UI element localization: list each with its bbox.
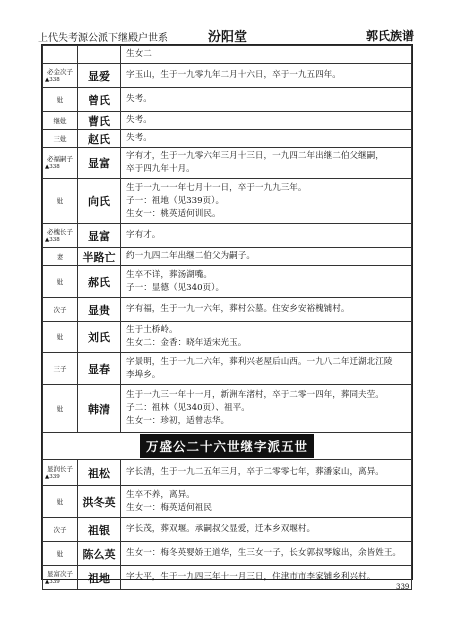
record-line: 字长茂，葬双堰。承嗣叔父显爱，迁本乡双堰村。 (126, 524, 316, 534)
person-name: 显富 (78, 148, 121, 179)
person-name: 祖银 (78, 518, 121, 542)
record-line: 生女一：梅冬英婴娇王道华，生三女一子，长女郭叔琴嫁出，余皆姓王。 (126, 548, 402, 558)
relation-label: 三妣 (53, 134, 67, 143)
person-record (121, 148, 412, 179)
person-name: 郝氏 (78, 266, 121, 298)
relation-label: 妻 (56, 252, 64, 261)
person-row (43, 460, 412, 486)
person-name: 祖地 (78, 566, 121, 590)
record-line: 生女二：金香：晓年适宋光玉。 (126, 338, 247, 348)
relation-label: 显润长子 (47, 464, 73, 473)
person-row (43, 518, 412, 542)
relation-label: 妣 (56, 95, 64, 104)
relation-label: 妣 (56, 549, 64, 558)
person-row (43, 353, 412, 385)
record-line: 字大平，生于一九四三年十一月三日，住津市市李家铺乡利兴村。 (126, 572, 376, 582)
record-line: 生女一：梅英适何祖民 (126, 502, 212, 513)
person-name: 曾氏 (78, 88, 121, 112)
person-record (121, 460, 412, 486)
record-line: 李埠乡。 (126, 369, 161, 380)
relation-label: 必槐长子 (47, 227, 73, 236)
person-row (43, 266, 412, 298)
person-name: 曹氏 (78, 112, 121, 130)
person-record (121, 46, 412, 64)
record-line: 失考。 (126, 115, 152, 125)
relation-label: 妣 (56, 404, 64, 413)
person-record (121, 88, 412, 112)
person-record (121, 64, 412, 88)
relation-label: 继妣 (53, 116, 67, 125)
person-record (121, 112, 412, 130)
relation-label: 必福嗣子 (47, 155, 73, 163)
person-row (43, 322, 412, 353)
person-name (78, 46, 121, 64)
person-name: 韩清 (78, 385, 121, 433)
person-record (121, 322, 412, 353)
person-row (43, 248, 412, 266)
person-name: 显富 (78, 224, 121, 248)
person-record (121, 385, 412, 433)
record-line: 生女二 (126, 49, 152, 59)
record-line: 失考。 (126, 133, 152, 143)
record-line: 子一：显德（见340页）。 (126, 282, 225, 293)
person-row (43, 88, 412, 112)
relation-label: 妣 (56, 197, 64, 205)
page-ref-label: ▲339 (45, 578, 60, 585)
relation-label: 妣 (56, 333, 64, 341)
record-line: 生卒不养，离异。 (126, 489, 195, 500)
header-hall-name: 汾阳堂 (208, 30, 248, 45)
genealogy-frame (41, 44, 413, 585)
person-record (121, 566, 412, 590)
person-row (43, 46, 412, 64)
record-line: 字有才。 (126, 230, 161, 240)
record-line: 字长清，生于一九二五年三月，卒于二零零七年，葬潘家山，离异。 (126, 467, 384, 477)
person-record (121, 353, 412, 385)
generation-banner-row (43, 433, 412, 460)
record-line: 字有福，生于一九一六年，葬村公墓。住安乡安裕槐铺村。 (126, 304, 350, 314)
record-line: 生于土桥岭。 (126, 325, 178, 335)
record-line: 约一九四二年出继二伯父为嗣子。 (126, 251, 255, 261)
person-row (43, 298, 412, 322)
page-ref-label: ▲338 (45, 76, 60, 83)
relation-label: 妣 (56, 277, 64, 286)
record-line: 生于一九一一年七月十一日，卒于一九九三年。 (126, 182, 307, 193)
record-line: 生女一：珍初，适曾志华。 (126, 416, 230, 426)
person-name: 半路亡 (78, 248, 121, 266)
person-record (121, 542, 412, 566)
page-number: 339 (396, 583, 410, 591)
record-line: 失考。 (126, 94, 152, 104)
person-row (43, 486, 412, 518)
person-row (43, 385, 412, 433)
record-line: 子二：祖林（见340页）、祖平。 (126, 403, 250, 413)
person-row (43, 148, 412, 179)
person-name: 祖松 (78, 460, 121, 486)
person-record (121, 518, 412, 542)
person-name: 显爱 (78, 64, 121, 88)
person-record (121, 486, 412, 518)
record-line: 子一：祖地（见339页）。 (126, 195, 225, 206)
person-name: 刘氏 (78, 322, 121, 353)
person-name: 赵氏 (78, 130, 121, 148)
person-record (121, 179, 412, 224)
record-line: 卒于四九年十月。 (126, 164, 195, 174)
person-name: 向氏 (78, 179, 121, 224)
person-record (121, 130, 412, 148)
record-line: 生于一九三一年十一月，新洲车渚村，卒于二零一四年，葬同夫茔。 (126, 390, 384, 400)
page-ref-label: ▲339 (45, 473, 60, 480)
relation-label: 妣 (56, 497, 64, 506)
person-row (43, 566, 412, 590)
person-row (43, 130, 412, 148)
person-row (43, 224, 412, 248)
generation-banner: 万盛公二十六世继字派五世 (140, 434, 314, 458)
genealogy-table (42, 45, 412, 590)
relation-label: 显富次子 (47, 569, 73, 578)
person-record (121, 248, 412, 266)
person-name: 显春 (78, 353, 121, 385)
relation-label: 次子 (53, 305, 67, 314)
person-row (43, 542, 412, 566)
record-line: 字玉山，生于一九零九年二月十六日，卒于一九五四年。 (126, 70, 341, 80)
person-record (121, 266, 412, 298)
page-ref-label: ▲338 (45, 236, 60, 243)
header-lineage-title: 上代失考源公派下继殿户世系 (38, 33, 168, 44)
relation-label: 必金次子 (47, 67, 73, 76)
record-line: 生卒不详，葬汤湖嘴。 (126, 269, 212, 280)
person-name: 显贵 (78, 298, 121, 322)
relation-label: 三子 (53, 364, 67, 373)
person-record (121, 298, 412, 322)
record-line: 字有才，生于一九零六年三月十三日，一九四二年出继二伯父继嗣， (126, 151, 384, 161)
person-name: 陈么英 (78, 542, 121, 566)
person-row (43, 64, 412, 88)
person-row (43, 112, 412, 130)
record-line: 字景明，生于一九二六年，葬利兴老屋后山西。一九八二年迁湖北江陵 (126, 356, 393, 367)
relation-label: 次子 (53, 525, 67, 534)
record-line: 生女一：桃英适何训民。 (126, 208, 221, 219)
page-ref-label: ▲338 (45, 164, 60, 170)
page-header (38, 26, 414, 44)
person-row (43, 179, 412, 224)
person-record (121, 224, 412, 248)
person-name: 洪冬英 (78, 486, 121, 518)
header-book-title: 郭氏族谱 (365, 29, 414, 43)
